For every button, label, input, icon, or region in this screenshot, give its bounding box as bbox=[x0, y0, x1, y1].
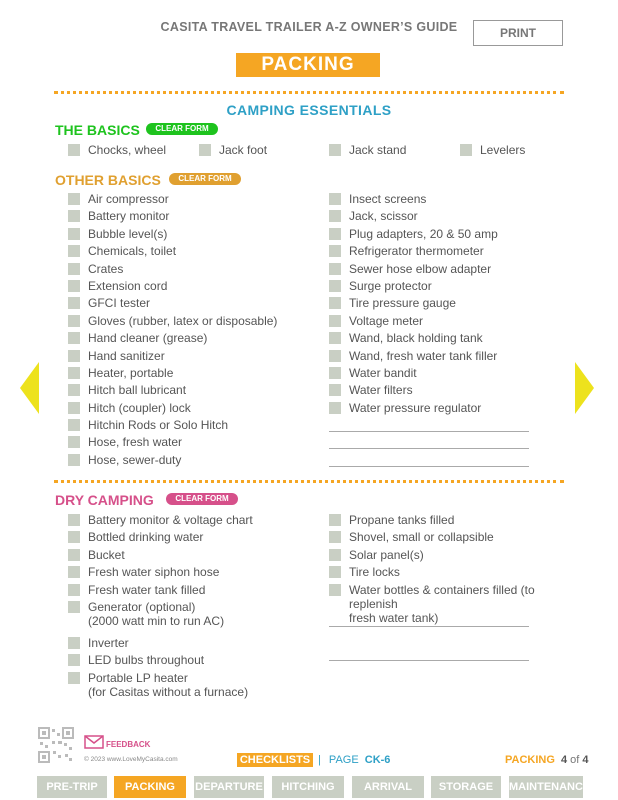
checkbox[interactable] bbox=[460, 144, 472, 156]
checklist-item[interactable] bbox=[68, 600, 318, 636]
checklist-item-label: Sewer hose elbow adapter bbox=[349, 261, 492, 276]
other-basics-clear-form-button[interactable]: CLEAR FORM bbox=[169, 173, 241, 185]
tab-storage[interactable]: STORAGE bbox=[431, 776, 501, 798]
checklist-item-label: Hitch ball lubricant bbox=[88, 383, 187, 398]
checklist-item-label: Chocks, wheel bbox=[88, 143, 167, 157]
checkbox[interactable] bbox=[68, 350, 80, 362]
checklist-item-label: Hitchin Rods or Solo Hitch bbox=[88, 418, 229, 433]
checkbox[interactable] bbox=[68, 514, 80, 526]
write-in-line[interactable] bbox=[329, 660, 529, 661]
write-in-line[interactable] bbox=[329, 448, 529, 449]
checkbox[interactable] bbox=[329, 566, 341, 578]
checklist-item-label: Hose, sewer-duty bbox=[88, 452, 182, 467]
checklist-item[interactable] bbox=[329, 349, 569, 366]
checklist-item[interactable] bbox=[68, 383, 318, 400]
checklist-item-label: Fresh water siphon hose bbox=[88, 565, 220, 580]
tab-pre-trip[interactable]: PRE-TRIP bbox=[37, 776, 107, 798]
checklist-item-label: Fresh water tank filled bbox=[88, 582, 206, 597]
checklist-item[interactable] bbox=[68, 583, 318, 600]
checklist-item-label: Gloves (rubber, latex or disposable) bbox=[88, 313, 278, 328]
checklist-item[interactable] bbox=[329, 262, 569, 279]
tab-hitching[interactable]: HITCHING bbox=[272, 776, 344, 798]
separator: | bbox=[318, 754, 321, 766]
mail-icon bbox=[84, 735, 104, 754]
other-basics-left-list bbox=[68, 192, 318, 470]
checkbox[interactable] bbox=[329, 315, 341, 327]
checklist-item[interactable] bbox=[329, 548, 569, 565]
checklist-item[interactable] bbox=[68, 453, 318, 470]
checklists-link[interactable]: CHECKLISTS bbox=[237, 753, 313, 767]
checkbox[interactable] bbox=[68, 637, 80, 649]
checklist-item-label: Tire locks bbox=[349, 565, 400, 580]
section-page-indicator bbox=[505, 754, 589, 766]
qr-code bbox=[38, 727, 74, 763]
checklist-item[interactable] bbox=[68, 435, 318, 452]
checklist-item-label: Water bottles & containers filled (to replenish fresh water tank) bbox=[349, 582, 535, 625]
checkbox[interactable] bbox=[68, 245, 80, 257]
checkbox[interactable] bbox=[68, 297, 80, 309]
checkbox[interactable] bbox=[68, 228, 80, 240]
checklist-item-label: Wand, fresh water tank filler bbox=[349, 348, 498, 363]
previous-page-arrow-icon[interactable] bbox=[20, 362, 39, 414]
basics-list bbox=[68, 143, 568, 161]
checklist-item[interactable] bbox=[329, 331, 569, 348]
checkbox[interactable] bbox=[329, 280, 341, 292]
checklist-item-label: Shovel, small or collapsible bbox=[349, 530, 494, 545]
guide-title: CASITA TRAVEL TRAILER A-Z OWNER’S GUIDE bbox=[160, 20, 458, 34]
checkbox[interactable] bbox=[329, 144, 341, 156]
checklist-item-label: Plug adapters, 20 & 50 amp bbox=[349, 226, 498, 241]
checklist-item[interactable] bbox=[329, 401, 569, 418]
checklist-item[interactable] bbox=[329, 513, 569, 530]
checklist-item-label: Water pressure regulator bbox=[349, 400, 482, 415]
checklist-item-label: Hitch (coupler) lock bbox=[88, 400, 191, 415]
write-in-line[interactable] bbox=[329, 466, 529, 467]
checklist-item-label: Water bandit bbox=[349, 365, 417, 380]
page-label: PAGE bbox=[328, 754, 359, 766]
checklist-item[interactable] bbox=[329, 192, 569, 209]
checklist-item[interactable] bbox=[460, 143, 525, 160]
tab-arrival[interactable]: ARRIVAL bbox=[352, 776, 424, 798]
checklist-item-label: Voltage meter bbox=[349, 313, 424, 328]
checklist-item[interactable] bbox=[68, 227, 318, 244]
tab-maintenance[interactable]: MAINTENANCE bbox=[509, 776, 583, 798]
checklist-item-label: GFCI tester bbox=[88, 296, 151, 311]
of-label: of bbox=[570, 754, 580, 766]
print-button[interactable]: PRINT bbox=[473, 20, 563, 46]
checklist-item-label: Heater, portable bbox=[88, 365, 174, 380]
checklist-item[interactable] bbox=[68, 296, 318, 313]
checkbox[interactable] bbox=[68, 263, 80, 275]
feedback-label: FEEDBACK bbox=[106, 740, 151, 749]
checklist-item-label: Hand cleaner (grease) bbox=[88, 331, 208, 346]
checklist-item[interactable] bbox=[68, 192, 318, 209]
checkbox[interactable] bbox=[329, 350, 341, 362]
checklist-item[interactable] bbox=[68, 349, 318, 366]
checkbox[interactable] bbox=[68, 436, 80, 448]
checklist-item[interactable] bbox=[329, 383, 569, 400]
checkbox[interactable] bbox=[329, 384, 341, 396]
dry-camping-right-list bbox=[329, 513, 569, 625]
checklist-item[interactable] bbox=[329, 227, 569, 244]
checkbox[interactable] bbox=[68, 531, 80, 543]
checklist-item-label: Hose, fresh water bbox=[88, 435, 183, 450]
checklist-item[interactable] bbox=[68, 513, 318, 530]
checklist-item[interactable] bbox=[329, 244, 569, 261]
checklist-item[interactable] bbox=[68, 143, 166, 160]
checkbox[interactable] bbox=[68, 210, 80, 222]
checklist-item[interactable] bbox=[329, 530, 569, 547]
checkbox[interactable] bbox=[329, 210, 341, 222]
checklist-item[interactable] bbox=[68, 209, 318, 226]
checkbox[interactable] bbox=[68, 454, 80, 466]
checkbox[interactable] bbox=[329, 584, 341, 596]
checkbox[interactable] bbox=[329, 332, 341, 344]
checklist-item[interactable] bbox=[68, 314, 318, 331]
checkbox[interactable] bbox=[68, 144, 80, 156]
checkbox[interactable] bbox=[68, 332, 80, 344]
checklist-item[interactable] bbox=[68, 262, 318, 279]
checkbox[interactable] bbox=[68, 402, 80, 414]
checklist-item[interactable] bbox=[68, 671, 318, 707]
checkbox[interactable] bbox=[329, 514, 341, 526]
copyright: © 2023 www.LoveMyCasita.com bbox=[84, 756, 178, 763]
checkbox[interactable] bbox=[68, 384, 80, 396]
checklist-item-label: Extension cord bbox=[88, 278, 168, 293]
checklist-item[interactable] bbox=[329, 209, 569, 226]
tab-departure[interactable]: DEPARTURE bbox=[194, 776, 264, 798]
checklist-item[interactable] bbox=[329, 143, 406, 160]
checkbox[interactable] bbox=[68, 654, 80, 666]
checklist-item[interactable] bbox=[68, 548, 318, 565]
dry-camping-title: DRY CAMPING bbox=[55, 492, 154, 508]
divider bbox=[54, 91, 564, 94]
dry-camping-clear-form-button[interactable]: CLEAR FORM bbox=[166, 493, 238, 505]
checkbox[interactable] bbox=[329, 549, 341, 561]
page-code-group bbox=[318, 753, 390, 767]
checklist-item[interactable] bbox=[68, 366, 318, 383]
checklist-item-label: Jack, scissor bbox=[349, 209, 418, 224]
checklist-item-label: Hand sanitizer bbox=[88, 348, 165, 363]
checklist-item[interactable] bbox=[329, 279, 569, 296]
checklist-item-label: Generator (optional) (2000 watt min to run AC) bbox=[88, 599, 225, 628]
section-label: PACKING bbox=[505, 754, 555, 766]
checkbox[interactable] bbox=[329, 193, 341, 205]
other-basics-title: OTHER BASICS bbox=[55, 172, 161, 188]
checklist-item[interactable] bbox=[329, 565, 569, 582]
checkbox[interactable] bbox=[68, 672, 80, 684]
checklist-item-label: Wand, black holding tank bbox=[349, 331, 483, 346]
checklist-item-label: Tire pressure gauge bbox=[349, 296, 456, 311]
checkbox[interactable] bbox=[68, 566, 80, 578]
tab-packing[interactable]: PACKING bbox=[114, 776, 186, 798]
checkbox[interactable] bbox=[68, 367, 80, 379]
checklist-item-label: Surge protector bbox=[349, 278, 432, 293]
checklist-item-label: LED bulbs throughout bbox=[88, 653, 205, 668]
checkbox[interactable] bbox=[68, 419, 80, 431]
write-in-line[interactable] bbox=[329, 626, 529, 627]
checklist-item-label: Propane tanks filled bbox=[349, 513, 455, 527]
checklist-item-label: Bubble level(s) bbox=[88, 226, 168, 241]
checkbox[interactable] bbox=[329, 402, 341, 414]
checkbox[interactable] bbox=[329, 228, 341, 240]
checkbox[interactable] bbox=[68, 584, 80, 596]
checklist-item[interactable] bbox=[68, 401, 318, 418]
checklist-item-label: Battery monitor & voltage chart bbox=[88, 513, 253, 527]
checkbox[interactable] bbox=[68, 549, 80, 561]
checklist-item-label: Jack foot bbox=[219, 143, 268, 157]
checklist-item-label: Bottled drinking water bbox=[88, 530, 204, 545]
checklist-item[interactable] bbox=[68, 331, 318, 348]
checklist-item-label: Bucket bbox=[88, 547, 125, 562]
checklist-item[interactable] bbox=[329, 314, 569, 331]
page-banner: PACKING bbox=[236, 53, 380, 77]
write-in-line[interactable] bbox=[329, 431, 529, 432]
checklist-item[interactable] bbox=[329, 582, 569, 625]
checkbox[interactable] bbox=[329, 297, 341, 309]
checkbox[interactable] bbox=[329, 531, 341, 543]
checklist-item-label: Chemicals, toilet bbox=[88, 244, 177, 259]
basics-clear-form-button[interactable]: CLEAR FORM bbox=[146, 123, 218, 135]
checklist-item-label: Water filters bbox=[349, 383, 413, 398]
feedback-link[interactable] bbox=[84, 735, 151, 751]
checklist-item[interactable] bbox=[68, 530, 318, 547]
checkbox[interactable] bbox=[68, 601, 80, 613]
checklist-item[interactable] bbox=[68, 418, 318, 435]
page-code: CK-6 bbox=[364, 754, 391, 766]
checklist-item[interactable] bbox=[68, 565, 318, 582]
checklist-item[interactable] bbox=[68, 653, 318, 670]
checklist-item[interactable] bbox=[199, 143, 267, 160]
checkbox[interactable] bbox=[68, 280, 80, 292]
checklist-item-label: Crates bbox=[88, 261, 124, 276]
checklist-item[interactable] bbox=[68, 636, 318, 653]
section-heading: CAMPING ESSENTIALS bbox=[226, 102, 392, 118]
page-number: 4 bbox=[560, 754, 568, 766]
checklist-item-label: Battery monitor bbox=[88, 209, 170, 224]
checklist-item-label: Air compressor bbox=[88, 192, 169, 206]
checkbox[interactable] bbox=[329, 245, 341, 257]
basics-title: THE BASICS bbox=[55, 122, 140, 138]
checkbox[interactable] bbox=[68, 193, 80, 205]
checkbox[interactable] bbox=[68, 315, 80, 327]
checkbox[interactable] bbox=[329, 263, 341, 275]
next-page-arrow-icon[interactable] bbox=[575, 362, 594, 414]
dry-camping-left-list bbox=[68, 513, 318, 706]
divider bbox=[54, 480, 564, 483]
checklist-item-label: Refrigerator thermometer bbox=[349, 244, 484, 259]
checklist-item[interactable] bbox=[329, 366, 569, 383]
checklist-item-label: Levelers bbox=[480, 143, 526, 157]
checkbox[interactable] bbox=[199, 144, 211, 156]
checklist-item[interactable] bbox=[68, 244, 318, 261]
checklist-item-label: Solar panel(s) bbox=[349, 547, 424, 562]
checklist-item[interactable] bbox=[329, 296, 569, 313]
checklist-item-label: Portable LP heater (for Casitas without a furnace) bbox=[88, 670, 249, 699]
checkbox[interactable] bbox=[329, 367, 341, 379]
page-total: 4 bbox=[582, 754, 589, 766]
other-basics-right-list bbox=[329, 192, 569, 418]
checklist-item-label: Jack stand bbox=[349, 143, 407, 157]
checklist-item-label: Insect screens bbox=[349, 192, 427, 206]
checklist-item[interactable] bbox=[68, 279, 318, 296]
checklist-item-label: Inverter bbox=[88, 635, 129, 650]
